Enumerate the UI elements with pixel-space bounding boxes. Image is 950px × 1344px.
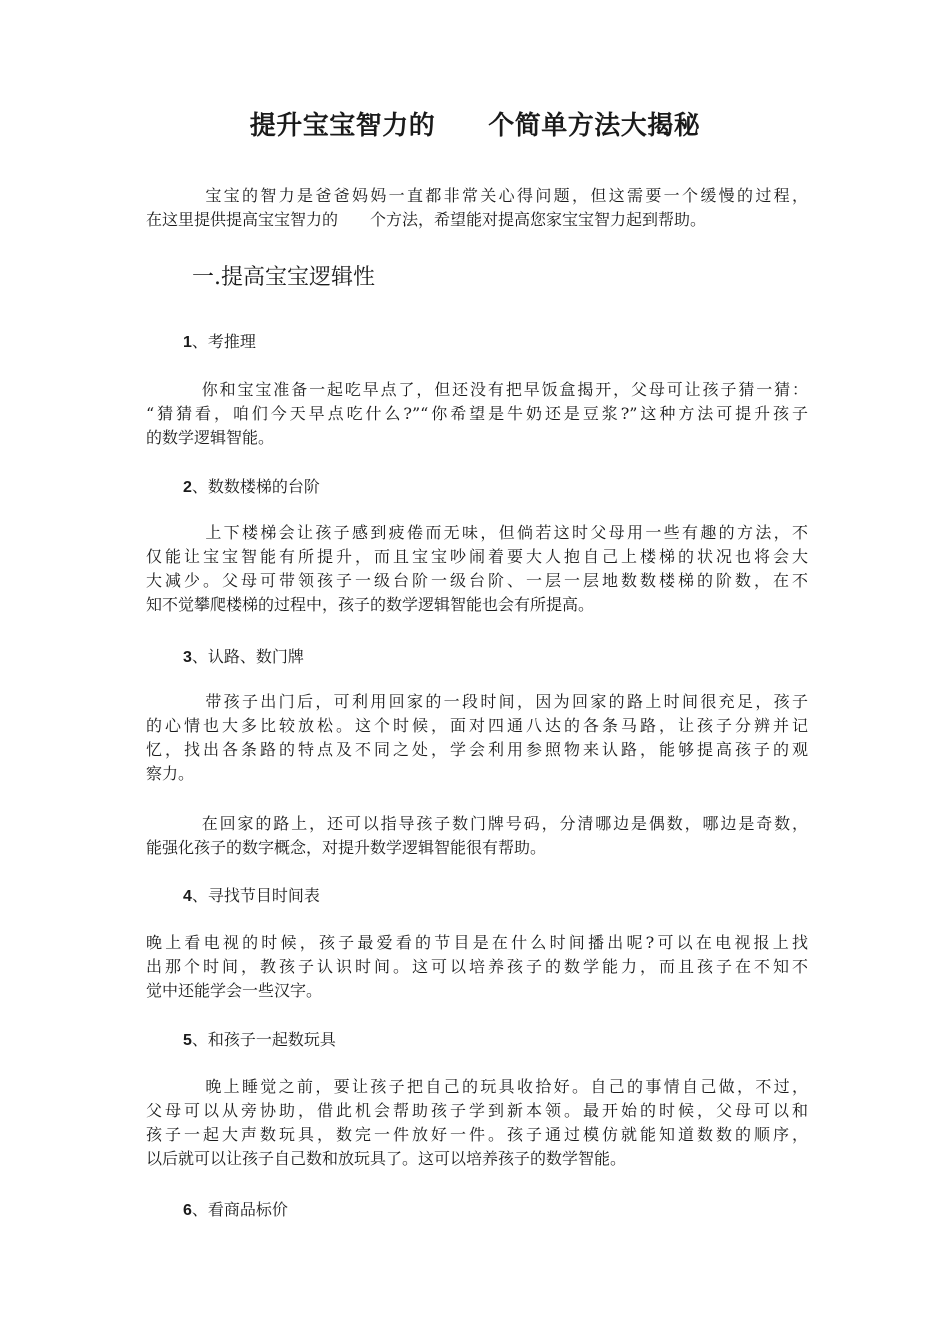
paragraph-line: 上下楼梯会让孩子感到疲倦而无味，但倘若这时父母用一些有趣的方法，不	[146, 523, 808, 542]
item-number: 1	[183, 334, 192, 351]
page-title: 提升宝宝智力的 个简单方法大揭秘	[249, 111, 701, 141]
paragraph-line: 知不觉攀爬楼梯的过程中，孩子的数学逻辑智能也会有所提高。	[146, 595, 595, 614]
item-label: 、和孩子一起数玩具	[191, 1030, 336, 1049]
intro-paragraph	[146, 184, 808, 232]
paragraph-line: 带孩子出门后，可利用回家的一段时间，因为回家的路上时间很充足，孩子	[146, 692, 808, 711]
paragraph-line: 觉中还能学会一些汉字。	[146, 981, 323, 1000]
paragraph-line: 父母可以从旁协助，借此机会帮助孩子学到新本领。最开始的时候，父母可以和	[146, 1101, 808, 1120]
paragraph-line: 能强化孩子的数字概念，对提升数学逻辑智能很有帮助。	[146, 838, 547, 857]
body-paragraph	[146, 378, 808, 450]
paragraph-line: 察力。	[146, 764, 195, 783]
item-label: 、看商品标价	[191, 1200, 288, 1219]
item-label: 、寻找节目时间表	[191, 886, 320, 905]
item-number: 3	[183, 649, 192, 666]
paragraph-line: 大减少。父母可带领孩子一级台阶一级台阶、一层一层地数数楼梯的阶数，在不	[146, 571, 808, 590]
paragraph-line: 晚上看电视的时候，孩子最爱看的节目是在什么时间播出呢?可以在电视报上找	[146, 933, 808, 952]
body-paragraph	[146, 812, 808, 860]
body-paragraph	[146, 1075, 808, 1171]
item-heading	[183, 645, 304, 670]
paragraph-line: 以后就可以让孩子自己数和放玩具了。这可以培养孩子的数学智能。	[146, 1149, 627, 1168]
section-heading: 一.提高宝宝逻辑性	[192, 265, 375, 290]
body-paragraph	[146, 690, 808, 786]
item-number: 2	[183, 479, 192, 496]
body-paragraph	[146, 931, 808, 1003]
paragraph-line: 孩子一起大声数玩具，数完一件放好一件。孩子通过模仿就能知道数数的顺序，	[146, 1125, 808, 1144]
item-heading	[183, 1198, 288, 1223]
item-heading	[183, 475, 320, 500]
item-label: 、考推理	[191, 332, 256, 351]
item-number: 6	[183, 1202, 192, 1219]
item-heading	[183, 330, 256, 355]
paragraph-line: 仅能让宝宝智能有所提升，而且宝宝吵闹着要大人抱自己上楼梯的状况也将会大	[146, 547, 808, 566]
body-paragraph	[146, 521, 808, 617]
item-number: 4	[183, 888, 192, 905]
paragraph-line: “猜猜看，咱们今天早点吃什么?”“你希望是牛奶还是豆浆?”这种方法可提升孩子	[146, 404, 808, 423]
paragraph-line: 忆，找出各条路的特点及不同之处，学会利用参照物来认路，能够提高孩子的观	[146, 740, 808, 759]
paragraph-line: 在回家的路上，还可以指导孩子数门牌号码，分清哪边是偶数，哪边是奇数，	[146, 814, 808, 833]
paragraph-line: 你和宝宝准备一起吃早点了，但还没有把早饭盒揭开，父母可让孩子猜一猜：	[146, 380, 808, 399]
item-label: 、数数楼梯的台阶	[191, 477, 320, 496]
item-label: 、认路、数门牌	[191, 647, 304, 666]
item-heading	[183, 1028, 336, 1053]
intro-line: 宝宝的智力是爸爸妈妈一直都非常关心得问题，但这需要一个缓慢的过程，	[146, 186, 808, 205]
intro-line: 在这里提供提高宝宝智力的 个方法，希望能对提高您家宝宝智力起到帮助。	[146, 210, 707, 229]
item-heading	[183, 884, 320, 909]
paragraph-line: 晚上睡觉之前，要让孩子把自己的玩具收拾好。自己的事情自己做，不过，	[146, 1077, 808, 1096]
item-number: 5	[183, 1032, 192, 1049]
paragraph-line: 出那个时间，教孩子认识时间。这可以培养孩子的数学能力，而且孩子在不知不	[146, 957, 808, 976]
paragraph-line: 的数学逻辑智能。	[146, 428, 275, 447]
paragraph-line: 的心情也大多比较放松。这个时候，面对四通八达的各条马路，让孩子分辨并记	[146, 716, 808, 735]
